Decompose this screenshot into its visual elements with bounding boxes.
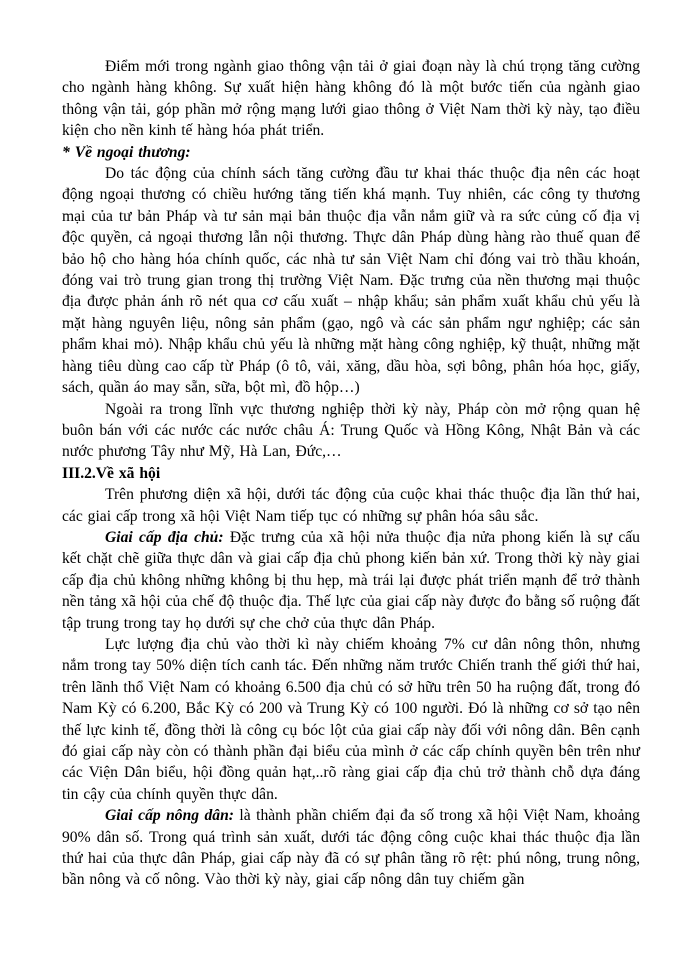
paragraph-trade-partners [62, 399, 640, 463]
paragraph-peasant-class [62, 805, 640, 891]
paragraph-foreign-trade [62, 163, 640, 398]
paragraph-transport [62, 56, 640, 142]
text-run: Trên phương diện xã hội, dưới tác động của cuộc khai thác thuộc địa lần thứ hai, các giai cấp trong xã hội Việt Nam tiếp tục có những sự phân hóa sâu sắc. [62, 486, 640, 525]
text-run: III.2.Về xã hội [62, 464, 161, 482]
text-run-lead: Giai cấp địa chủ: [105, 528, 224, 546]
paragraph-landlord-class [62, 527, 640, 634]
text-run-lead: Giai cấp nông dân: [105, 807, 234, 825]
paragraph-society-intro [62, 484, 640, 527]
text-run: Điểm mới trong ngành giao thông vận tải ở giai đoạn này là chú trọng tăng cường cho ngành hàng không. Sự xuất hiện hàng không đó là một bước tiến của ngành giao thông vận tải, góp phần mở rộng mạng lưới giao thông ở Việt Nam thời kỳ này, tạo điều kiện cho nền kinh tế hàng hóa phát triển. [62, 58, 640, 140]
text-run: Do tác động của chính sách tăng cường đầu tư khai thác thuộc địa nên các hoạt động ngoại thương có chiều hướng tăng tiến khá mạnh. Tuy nhiên, các công ty thương mại của tư bản Pháp và tư sản mại bản thuộc địa vẫn nắm giữ và ra sức củng cố địa vị độc quyền, cả ngoại thương lẫn nội thương. Thực dân Pháp dùng hàng rào thuế quan để bảo hộ cho hàng hóa chính quốc, các nhà tư sản Việt Nam chỉ đóng vai trò thầu khoán, đóng vai trò trung gian trong thị trường Việt Nam. Đặc trưng của nền thương mại thuộc địa được phản ánh rõ nét qua cơ cấu xuất – nhập khẩu; sản phẩm xuất khẩu chủ yếu là mặt hàng nguyên liệu, nông sản phẩm (gạo, ngô và các sản phẩm ngư nghiệp; các sản phẩm khai mỏ). Nhập khẩu chủ yếu là những mặt hàng công nghiệp, kỹ thuật, những mặt hàng tiêu dùng cao cấp từ Pháp (ô tô, vải, xăng, dầu hòa, sợi bông, phân hóa học, giấy, sách, quần áo may sẵn, sữa, bột mì, đồ hộp…) [62, 165, 640, 397]
paragraph-landlord-forces [62, 634, 640, 805]
heading-foreign-trade [62, 142, 640, 163]
text-run: là thành phần chiếm đại đa số trong xã hội Việt Nam, khoảng 90% dân số. Trong quá trình sản xuất, dưới tác động công cuộc khai thác thuộc địa lần thứ hai của thực dân Pháp, giai cấp này đã có sự phân tầng rõ rệt: phú nông, trung nông, bần nông và cố nông. Vào thời kỳ này, giai cấp nông dân tuy chiếm gần [62, 807, 640, 889]
text-run: Đặc trưng của xã hội nửa thuộc địa nửa phong kiến là sự cấu kết chặt chẽ giữa thực dân và giai cấp địa chủ phong kiến bản xứ. Trong thời kỳ này giai cấp địa chủ không những không bị thu hẹp, mà trái lại được phát triển mạnh để trở thành nền tảng xã hội của chế độ thuộc địa. Thế lực của giai cấp này được đo bằng số ruộng đất tập trung trong tay họ dưới sự che chở của thực dân Pháp. [62, 528, 640, 632]
text-run: Ngoài ra trong lĩnh vực thương nghiệp thời kỳ này, Pháp còn mở rộng quan hệ buôn bán với các nước các nước châu Á: Trung Quốc và Hồng Kông, Nhật Bản và các nước phương Tây như Mỹ, Hà Lan, Đức,… [62, 400, 640, 461]
heading-society [62, 463, 640, 484]
text-run: Lực lượng địa chủ vào thời kì này chiếm khoảng 7% cư dân nông thôn, nhưng nắm trong tay 50% diện tích canh tác. Đến những năm trước Chiến tranh thế giới thứ hai, trên lãnh thổ Việt Nam có khoảng 6.500 địa chủ có sở hữu trên 50 ha ruộng đất, trong đó Nam Kỳ có 6.200, Bắc Kỳ có 200 và Trung Kỳ có 100 người. Đó là những cơ sở tạo nên thế lực kinh tế, đồng thời là công cụ bóc lột của giai cấp này đối với nông dân. Bên cạnh đó giai cấp này còn có thành phần đại biểu của mình ở các cấp chính quyền bên trên như các Viện Dân biểu, hội đồng quản hạt,..rõ ràng giai cấp địa chủ trở thành chỗ dựa đáng tin cậy của chính quyền thực dân. [62, 635, 640, 803]
text-run: * Về ngoại thương: [62, 143, 191, 161]
